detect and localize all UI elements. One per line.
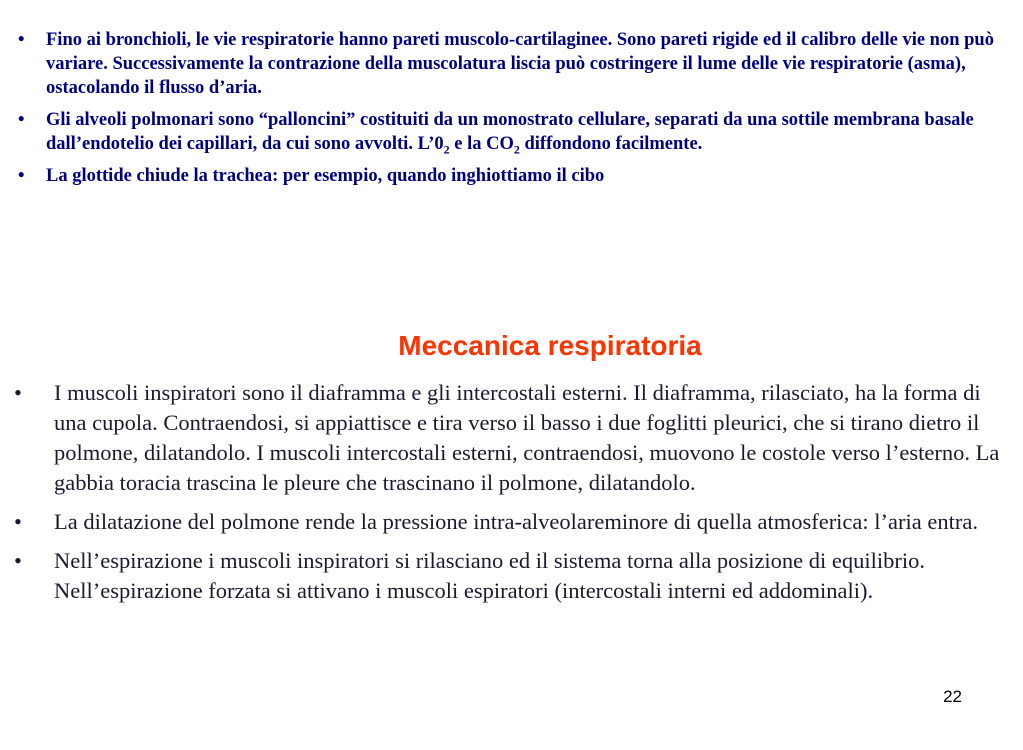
bullet-text: La glottide chiude la trachea: per esempio, quando inghiottiamo il cibo [46,166,605,186]
bullet-text: I muscoli inspiratori sono il diaframma e gli intercostali esterni. Il diaframma, rilasciato, ha la forma di una cupola. Contraendosi, si appiattisce e tira verso il basso i due foglitti pleurici, che si tirano dietro il polmone, dilatandolo. I muscoli intercostali esterni, contraendosi, muovono le costole verso l’esterno. La gabbia toracia trascina le pleure che trascinano il polmone, dilatandolo. [54,380,1000,495]
list-item [18,28,1018,100]
bullet-marker: • [18,30,25,50]
bullet-text-part: e la CO [449,134,514,154]
bullet-marker: • [14,509,22,534]
list-item [14,507,1004,537]
subscript: 2 [443,142,450,157]
list-item [14,546,1004,606]
bullet-marker: • [18,166,25,186]
list-item [18,164,1018,188]
section-title: Meccanica respiratoria [398,330,702,361]
bullet-text-part: Gli alveoli polmonari sono “palloncini” costituiti da un monostrato cellulare, separati da una sottile membrana basale dall’endotelio dei capillari, da cui sono avvolti. L’0 [46,110,974,154]
list-item [14,378,1004,498]
bullet-text: Fino ai bronchioli, le vie respiratorie hanno pareti muscolo-cartilaginee. Sono pareti rigide ed il calibro delle vie non può variare. Successivamente la contrazione della muscolatura liscia può costringere il lume delle vie respiratorie (asma), ostacolando il flusso d’aria. [46,30,994,98]
bullet-marker: • [18,110,25,130]
bullet-marker: • [14,548,22,573]
list-item [18,108,1018,156]
subscript: 2 [513,142,520,157]
top-bullet-list [18,28,1018,196]
bullet-text-part: diffondono facilmente. [519,134,703,154]
page-number: 22 [943,687,962,706]
bullet-text: La dilatazione del polmone rende la pressione intra-alveolareminore di quella atmosferica: l’aria entra. [54,509,978,534]
bullet-text: Nell’espirazione i muscoli inspiratori si rilasciano ed il sistema torna alla posizione di equilibrio. Nell’espirazione forzata si attivano i muscoli espiratori (intercostali interni ed addominali). [54,548,926,603]
bullet-marker: • [14,380,22,405]
main-bullet-list [14,378,1004,615]
